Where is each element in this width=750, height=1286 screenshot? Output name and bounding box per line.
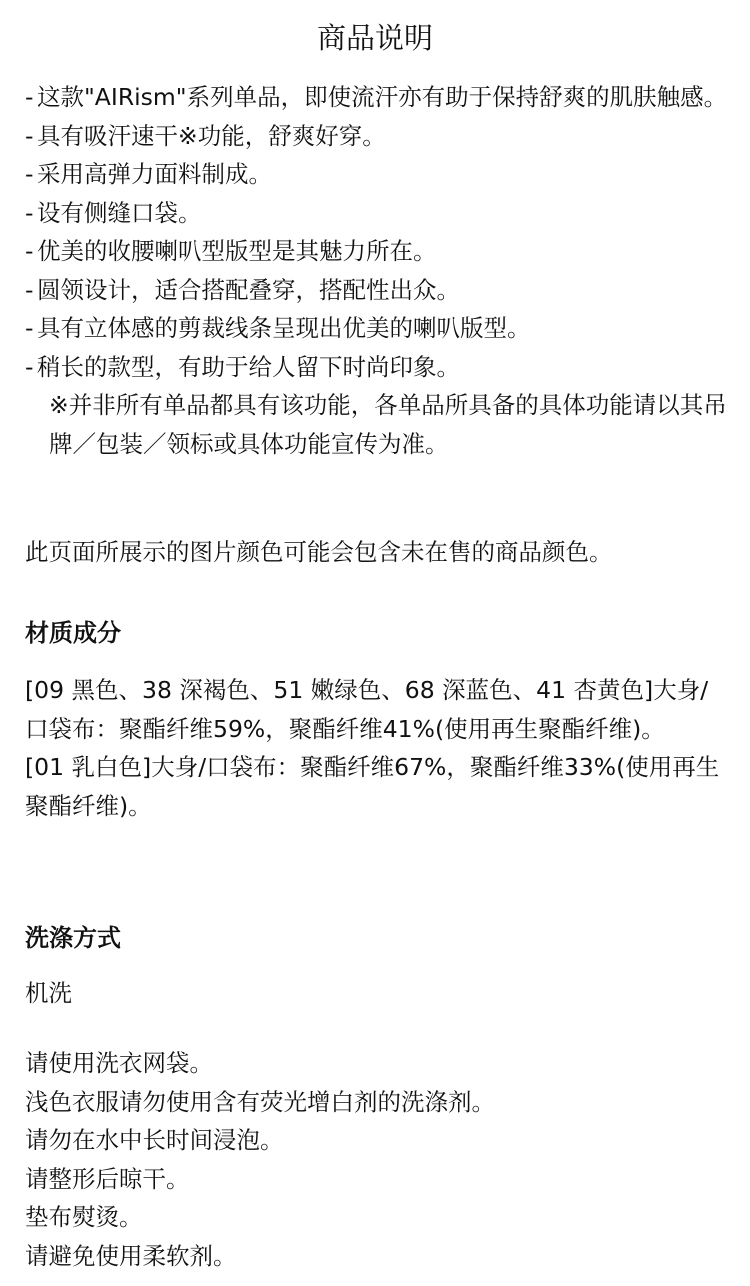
washing-instruction: 请勿在水中长时间浸泡。 <box>25 1126 284 1154</box>
washing-instructions <box>25 1044 730 1275</box>
feature-text: 采用高弹力面料制成。 <box>37 160 272 188</box>
feature-item <box>25 155 733 194</box>
feature-text: 具有吸汗速干※功能，舒爽好穿。 <box>37 121 386 150</box>
material-composition <box>25 671 730 825</box>
feature-dash: - <box>25 352 34 381</box>
washing-instruction: 请避免使用柔软剂。 <box>25 1241 237 1270</box>
feature-dash: - <box>25 121 34 150</box>
feature-item <box>25 309 733 348</box>
feature-text: 设有侧缝口袋。 <box>37 198 202 227</box>
washing-instruction: 请整形后晾干。 <box>25 1164 190 1193</box>
feature-text: 这款"AIRism"系列单品，即使流汗亦有助于保持舒爽的肌肤触感。 <box>37 83 728 111</box>
color-disclaimer: 此页面所展示的图片颜色可能会包含未在售的商品颜色。 <box>25 538 613 566</box>
washing-instruction: 请使用洗衣网袋。 <box>25 1049 213 1077</box>
material-line: [09 黑色、38 深褐色、51 嫩绿色、68 深蓝色、41 杏黄色]大身/口袋布：聚酯纤维59%，聚酯纤维41%(使用再生聚酯纤维)。 <box>25 676 709 743</box>
material-line: [01 乳白色]大身/口袋布：聚酯纤维67%，聚酯纤维33%(使用再生聚酯纤维)。 <box>25 753 720 820</box>
feature-item <box>25 78 733 117</box>
washing-instruction: 垫布熨烫。 <box>25 1203 143 1231</box>
washing-method: 机洗 <box>25 979 72 1007</box>
feature-item <box>25 232 733 271</box>
feature-dash: - <box>25 275 34 304</box>
feature-text: 稍长的款型，有助于给人留下时尚印象。 <box>37 352 460 381</box>
feature-dash: - <box>25 237 34 265</box>
feature-text: 具有立体感的剪裁线条呈现出优美的喇叭版型。 <box>37 314 531 342</box>
feature-text: 圆领设计，适合搭配叠穿，搭配性出众。 <box>37 275 460 304</box>
washing-instruction: 浅色衣服请勿使用含有荧光增白剂的洗涤剂。 <box>25 1087 495 1116</box>
feature-item <box>25 271 733 310</box>
feature-note: ※并非所有单品都具有该功能，各单品所具备的具体功能请以其吊牌／包装／领标或具体功能宣传为准。 <box>49 391 727 458</box>
page-title: 商品说明 <box>316 21 433 55</box>
washing-heading: 洗涤方式 <box>25 924 121 952</box>
feature-item <box>25 117 733 156</box>
feature-text: 优美的收腰喇叭型版型是其魅力所在。 <box>37 237 437 265</box>
feature-item <box>25 348 733 387</box>
material-heading: 材质成分 <box>25 619 121 647</box>
feature-dash: - <box>25 160 34 188</box>
feature-note-item <box>25 386 733 463</box>
feature-dash: - <box>25 314 34 342</box>
feature-dash: - <box>25 83 34 111</box>
feature-item <box>25 194 733 233</box>
feature-dash: - <box>25 198 34 227</box>
feature-list <box>25 78 733 463</box>
